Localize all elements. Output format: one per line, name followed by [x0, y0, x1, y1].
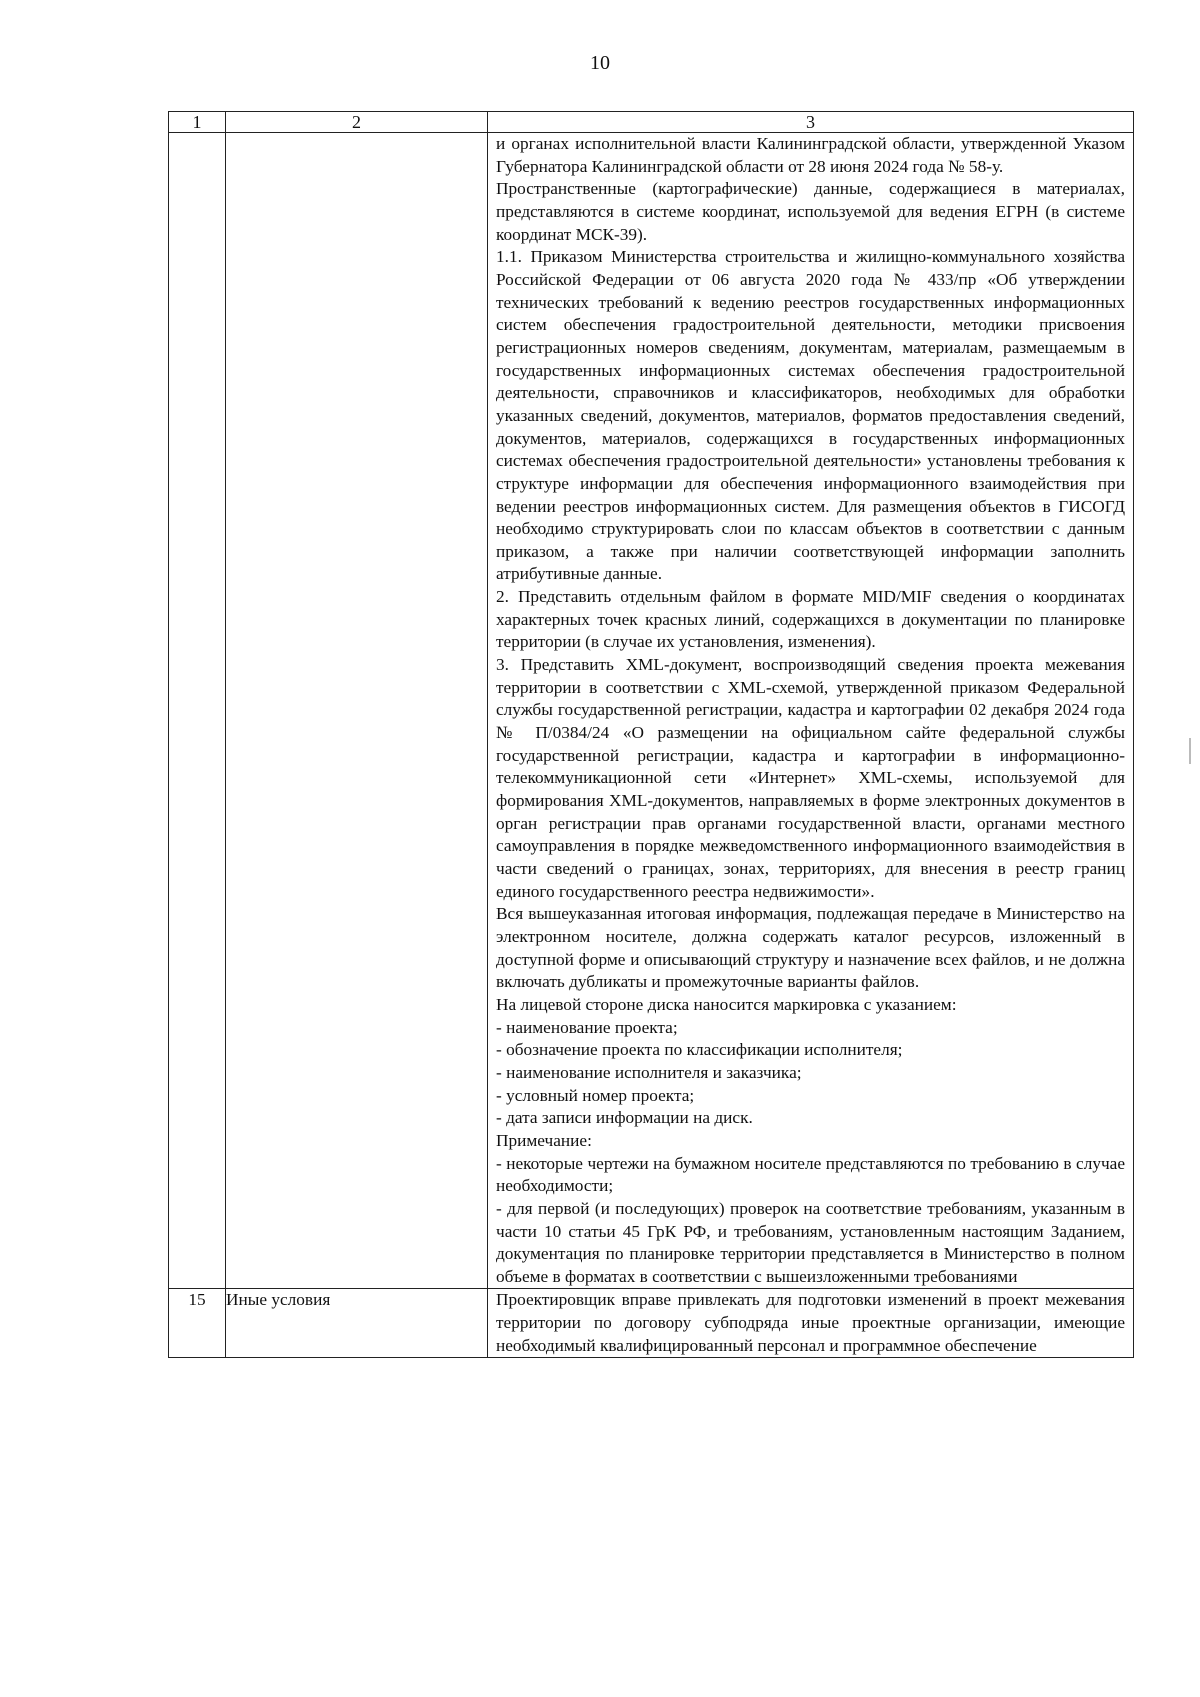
list-item: - некоторые чертежи на бумажном носителе представляются по требованию в случае необходимости; — [496, 1153, 1125, 1196]
row-name-cell: Иные условия — [226, 1289, 488, 1358]
column-header-1: 1 — [169, 112, 226, 133]
list-item: - для первой (и последующих) проверок на соответствие требованиям, указанным в части 10 статьи 45 ГрК РФ, и требованиям, установленным настоящим Заданием, документация по планировке территории представляется в Министерство в полном объеме в форматах в соответствии с вышеизложенными требованиями — [496, 1198, 1125, 1286]
page-number: 10 — [590, 52, 610, 74]
paragraph: 2. Представить отдельным файлом в формате MID/MIF сведения о координатах характерных точек красных линий, содержащихся в документации по планировке территории (в случае их установления, изменения). — [496, 587, 1125, 652]
paragraph: Пространственные (картографические) данные, содержащиеся в материалах, представляются в системе координат, используемой для ведения ЕГРН (в системе координат МСК-39). — [496, 179, 1125, 244]
table-header-row — [169, 112, 1134, 133]
paragraph: и органах исполнительной власти Калининградской области, утвержденной Указом Губернатора Калининградской области от 28 июня 2024 года № 58-у. — [496, 134, 1125, 176]
row-number-cell: 15 — [169, 1289, 226, 1358]
paragraph: 1.1. Приказом Министерства строительства и жилищно-коммунального хозяйства Российской Федерации от 06 августа 2020 года № 433/пр «Об утверждении технических требований к ведению реестров государственных информационных систем обеспечения градостроительной деятельности, методики присвоения регистрационных номеров сведениям, документам, материалам, размещаемым в государственных информационных системах обеспечения градостроительной деятельности, справочников и классификаторов, необходимых для обработки указанных сведений, документов, материалов, форматов предоставления сведений, документов, материалов, содержащихся в государственных информационных системах обеспечения градостроительной деятельности» установлены требования к структуре информации для обеспечения информационного взаимодействия при ведении реестров информационных систем. Для размещения объектов в ГИСОГД необходимо структурировать слои по классам объектов в соответствии с данным приказом, а также при наличии соответствующей информации заполнить атрибутивные данные. — [496, 247, 1125, 584]
list-item: - наименование исполнителя и заказчика; — [496, 1062, 802, 1082]
list-item: - обозначение проекта по классификации исполнителя; — [496, 1040, 903, 1060]
paragraph: Вся вышеуказанная итоговая информация, подлежащая передаче в Министерство на электронном носителе, должна содержать каталог ресурсов, изложенный в доступной форме и описывающий структуру и назначение всех файлов, и не должна включать дубликаты и промежуточные варианты файлов. — [496, 904, 1125, 992]
paragraph: Проектировщик вправе привлекать для подготовки изменений в проект межевания территории по договору субподряда иные проектные организации, имеющие необходимый квалифицированный персонал и программное обеспечение — [496, 1290, 1125, 1355]
requirements-table — [168, 111, 1134, 1358]
list-item: - условный номер проекта; — [496, 1085, 695, 1105]
column-header-2: 2 — [226, 112, 488, 133]
requirements-text-cell — [488, 133, 1134, 1289]
table-row-continuation — [169, 133, 1134, 1289]
requirements-text-cell — [488, 1289, 1134, 1358]
row-name-cell — [226, 133, 488, 1289]
list-item: - дата записи информации на диск. — [496, 1108, 753, 1128]
row-number-cell — [169, 133, 226, 1289]
paragraph: 3. Представить XML-документ, воспроизводящий сведения проекта межевания территории в соответствии с XML-схемой, утвержденной приказом Федеральной службы государственной регистрации, кадастра и картографии 02 декабря 2024 года № П/0384/24 «О размещении на официальном сайте федеральной службы государственной регистрации, кадастра и картографии в информационно-телекоммуникационной сети «Интернет» XML-схемы, используемой для формирования XML-документов, направляемых в форме электронных документов в орган регистрации прав органами государственной власти, органами местного самоуправления в порядке межведомственного информационного взаимодействия в части сведений о границах, зонах, территориях, для внесения в реестр границ единого государственного реестра недвижимости». — [496, 655, 1125, 901]
paragraph: На лицевой стороне диска наносится маркировка с указанием: — [496, 994, 957, 1014]
table-row-15 — [169, 1289, 1134, 1358]
list-item: - наименование проекта; — [496, 1017, 678, 1037]
scan-mark — [1189, 738, 1191, 764]
column-header-3: 3 — [488, 112, 1134, 133]
note-heading: Примечание: — [496, 1130, 592, 1150]
